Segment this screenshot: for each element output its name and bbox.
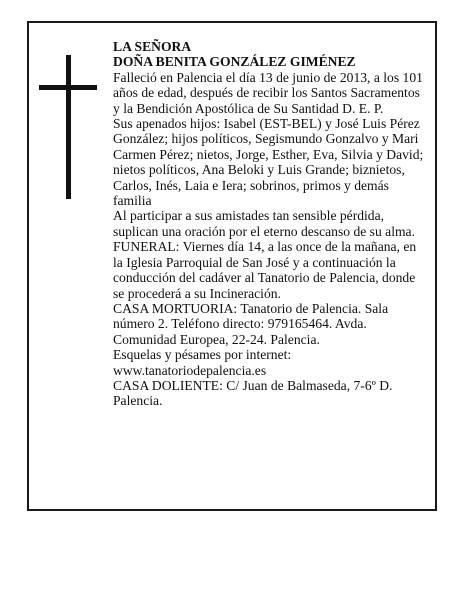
cross-horizontal-bar [39,85,97,90]
latin-cross-icon [39,55,97,199]
notice-text [113,39,429,409]
family-home: CASA DOLIENTE: C/ Juan de Balmaseda, 7-6º D. Palencia. [113,377,393,409]
mortuary-info: CASA MORTUORIA: Tanatorio de Palencia. Sala número 2. Teléfono directo: 979165464. Avda. Comunidad Europea, 22-24. Palencia. [113,300,389,347]
deceased-name: DOÑA BENITA GONZÁLEZ GIMÉNEZ [113,54,356,70]
cross-vertical-bar [66,55,71,199]
funeral-info: FUNERAL: Viernes día 14, a las once de la mañana, en la Iglesia Parroquial de San José y a continuación la conducción del cadáver al Tanatorio de Palencia, donde se procederá a su Incineración. [113,239,417,301]
prayer-request: Al participar a sus amistades tan sensible pérdida, suplican una oración por el eterno descanso de su alma. [113,208,415,239]
family-list: Sus apenados hijos: Isabel (EST-BEL) y José Luis Pérez González; hijos políticos, Segismundo Gonzalvo y Mari Carmen Pérez; nietos, Jorge, Esther, Eva, Silvia y David; nietos políticos, Ana Beloki y Luis Grande; biznietos, Carlos, Inés, Laia e Iera; sobrinos, primos y demás familia [113,116,424,209]
death-announcement: Falleció en Palencia el día 13 de junio de 2013, a los 101 años de edad, después de recibir los Santos Sacramentos y la Bendición Apostólica de Su Santidad D. E. P. [113,69,423,116]
title-line-1: LA SEÑORA [113,39,192,54]
online-condolences: Esquelas y pésames por internet: www.tanatoriodepalencia.es [113,347,292,378]
obituary-notice [27,21,437,511]
